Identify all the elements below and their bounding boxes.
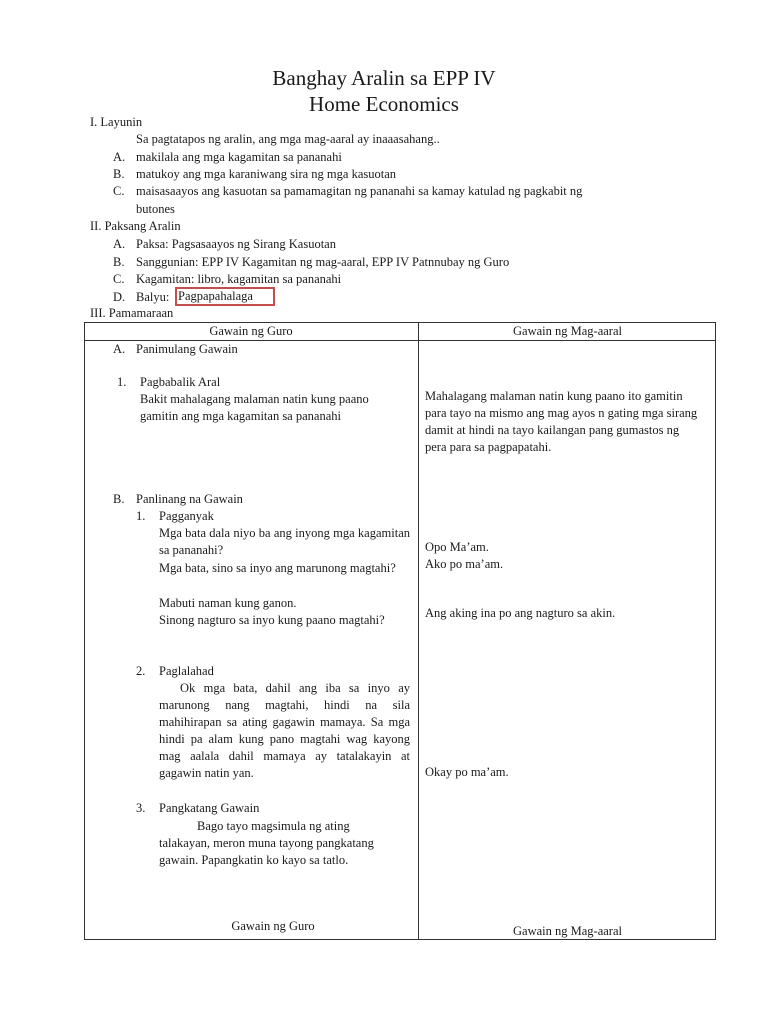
pagbabalik-heading: Pagbabalik Aral: [140, 375, 221, 389]
pagganyak-response-2: Ako po ma’am.: [425, 557, 504, 571]
highlighted-value-box: [175, 287, 275, 306]
layunin-marker-c: C.: [113, 184, 125, 198]
layunin-item-b: matukoy ang mga karaniwang sira ng mga kasuotan: [136, 167, 396, 181]
layunin-item-a: makilala ang mga kagamitan sa pananahi: [136, 150, 342, 164]
pagganyak-line-1: Mga bata dala niyo ba ang inyong mga kagamitan sa pananahi?: [159, 526, 410, 557]
table-header-guro: Gawain ng Guro: [209, 324, 293, 338]
paglalahad-body: Ok mga bata, dahil ang iba sa inyo ay marunong nang magtahi, hindi na sila mahihirapan sa ating gagawin mamaya. Sa mga hindi pa alam kung pano magtahi wag kayong mag aalala dahil mamaya ay tatalakayin at gagawin natin yan.: [159, 681, 410, 780]
paksa-marker-c: C.: [113, 272, 125, 286]
layunin-intro: Sa pagtatapos ng aralin, ang mga mag-aaral ay inaaasahang..: [136, 132, 440, 146]
pagganyak-response-1: Opo Ma’am.: [425, 540, 489, 554]
balyu-value: Pagpapahalaga: [178, 289, 253, 303]
section-layunin-heading: I. Layunin: [90, 115, 143, 129]
layunin-item-c: maisasaayos ang kasuotan sa pamamagitan ng pananahi sa kamay katulad ng pagkabit ng: [136, 184, 583, 198]
panimulang-heading: Panimulang Gawain: [136, 342, 238, 356]
pagbabalik-response: Mahalagang malaman natin kung paano ito gamitin para tayo na mismo ang mag ayos n gating mga sirang damit at hindi na tayo kailangan pang gumastos ng pera para sa pagpapatahi.: [425, 389, 698, 454]
table-column-divider: [418, 322, 419, 940]
pagganyak-line-4: Sinong nagturo sa inyo kung paano magtahi?: [159, 613, 385, 627]
paksa-item-c: Kagamitan: libro, kagamitan sa pananahi: [136, 272, 342, 286]
layunin-item-c-cont: butones: [136, 202, 175, 216]
pagganyak-line-3: Mabuti naman kung ganon.: [159, 596, 297, 610]
table-header-mag-aaral: Gawain ng Mag-aaral: [513, 324, 622, 338]
section-paksang-aralin-heading: II. Paksang Aralin: [90, 219, 181, 233]
panlinang-marker: B.: [113, 492, 125, 506]
paksa-item-b: Sanggunian: EPP IV Kagamitan ng mag-aaral, EPP IV Patnnubay ng Guro: [136, 255, 510, 269]
pagganyak-marker: 1.: [136, 509, 146, 523]
paksa-item-a: Paksa: Pagsasaayos ng Sirang Kasuotan: [136, 237, 336, 251]
document-title-line2: Home Economics: [309, 92, 459, 116]
paksa-marker-a: A.: [113, 237, 126, 251]
pangkatang-body: Bago tayo magsimula ng ating talakayan, meron muna tayong pangkatang gawain. Papangkatin ko kayo sa tatlo.: [159, 819, 374, 867]
document-title-line1: Banghay Aralin sa EPP IV: [272, 66, 496, 90]
panimulang-marker: A.: [113, 342, 126, 356]
pagganyak-line-2: Mga bata, sino sa inyo ang marunong magtahi?: [159, 561, 396, 575]
pagbabalik-body: Bakit mahalagang malaman natin kung paano gamitin ang mga kagamitan sa pananahi: [140, 392, 369, 423]
pagbabalik-marker: 1.: [117, 375, 127, 389]
footer-mag-aaral-label: Gawain ng Mag-aaral: [513, 924, 622, 938]
paglalahad-response: Okay po ma’am.: [425, 765, 509, 779]
footer-guro-label: Gawain ng Guro: [231, 919, 315, 933]
pangkatang-marker: 3.: [136, 801, 146, 815]
paksa-item-d-label: Balyu:: [136, 290, 170, 304]
section-pamamaraan-heading: III. Pamamaraan: [90, 306, 174, 320]
paglalahad-marker: 2.: [136, 664, 146, 678]
paglalahad-heading: Paglalahad: [159, 664, 214, 678]
pagganyak-heading: Pagganyak: [159, 509, 214, 523]
pangkatang-heading: Pangkatang Gawain: [159, 801, 260, 815]
paksa-marker-d: D.: [113, 290, 126, 304]
paksa-marker-b: B.: [113, 255, 125, 269]
layunin-marker-a: A.: [113, 150, 126, 164]
pagganyak-response-3: Ang aking ina po ang nagturo sa akin.: [425, 606, 616, 620]
layunin-marker-b: B.: [113, 167, 125, 181]
panlinang-heading: Panlinang na Gawain: [136, 492, 243, 506]
